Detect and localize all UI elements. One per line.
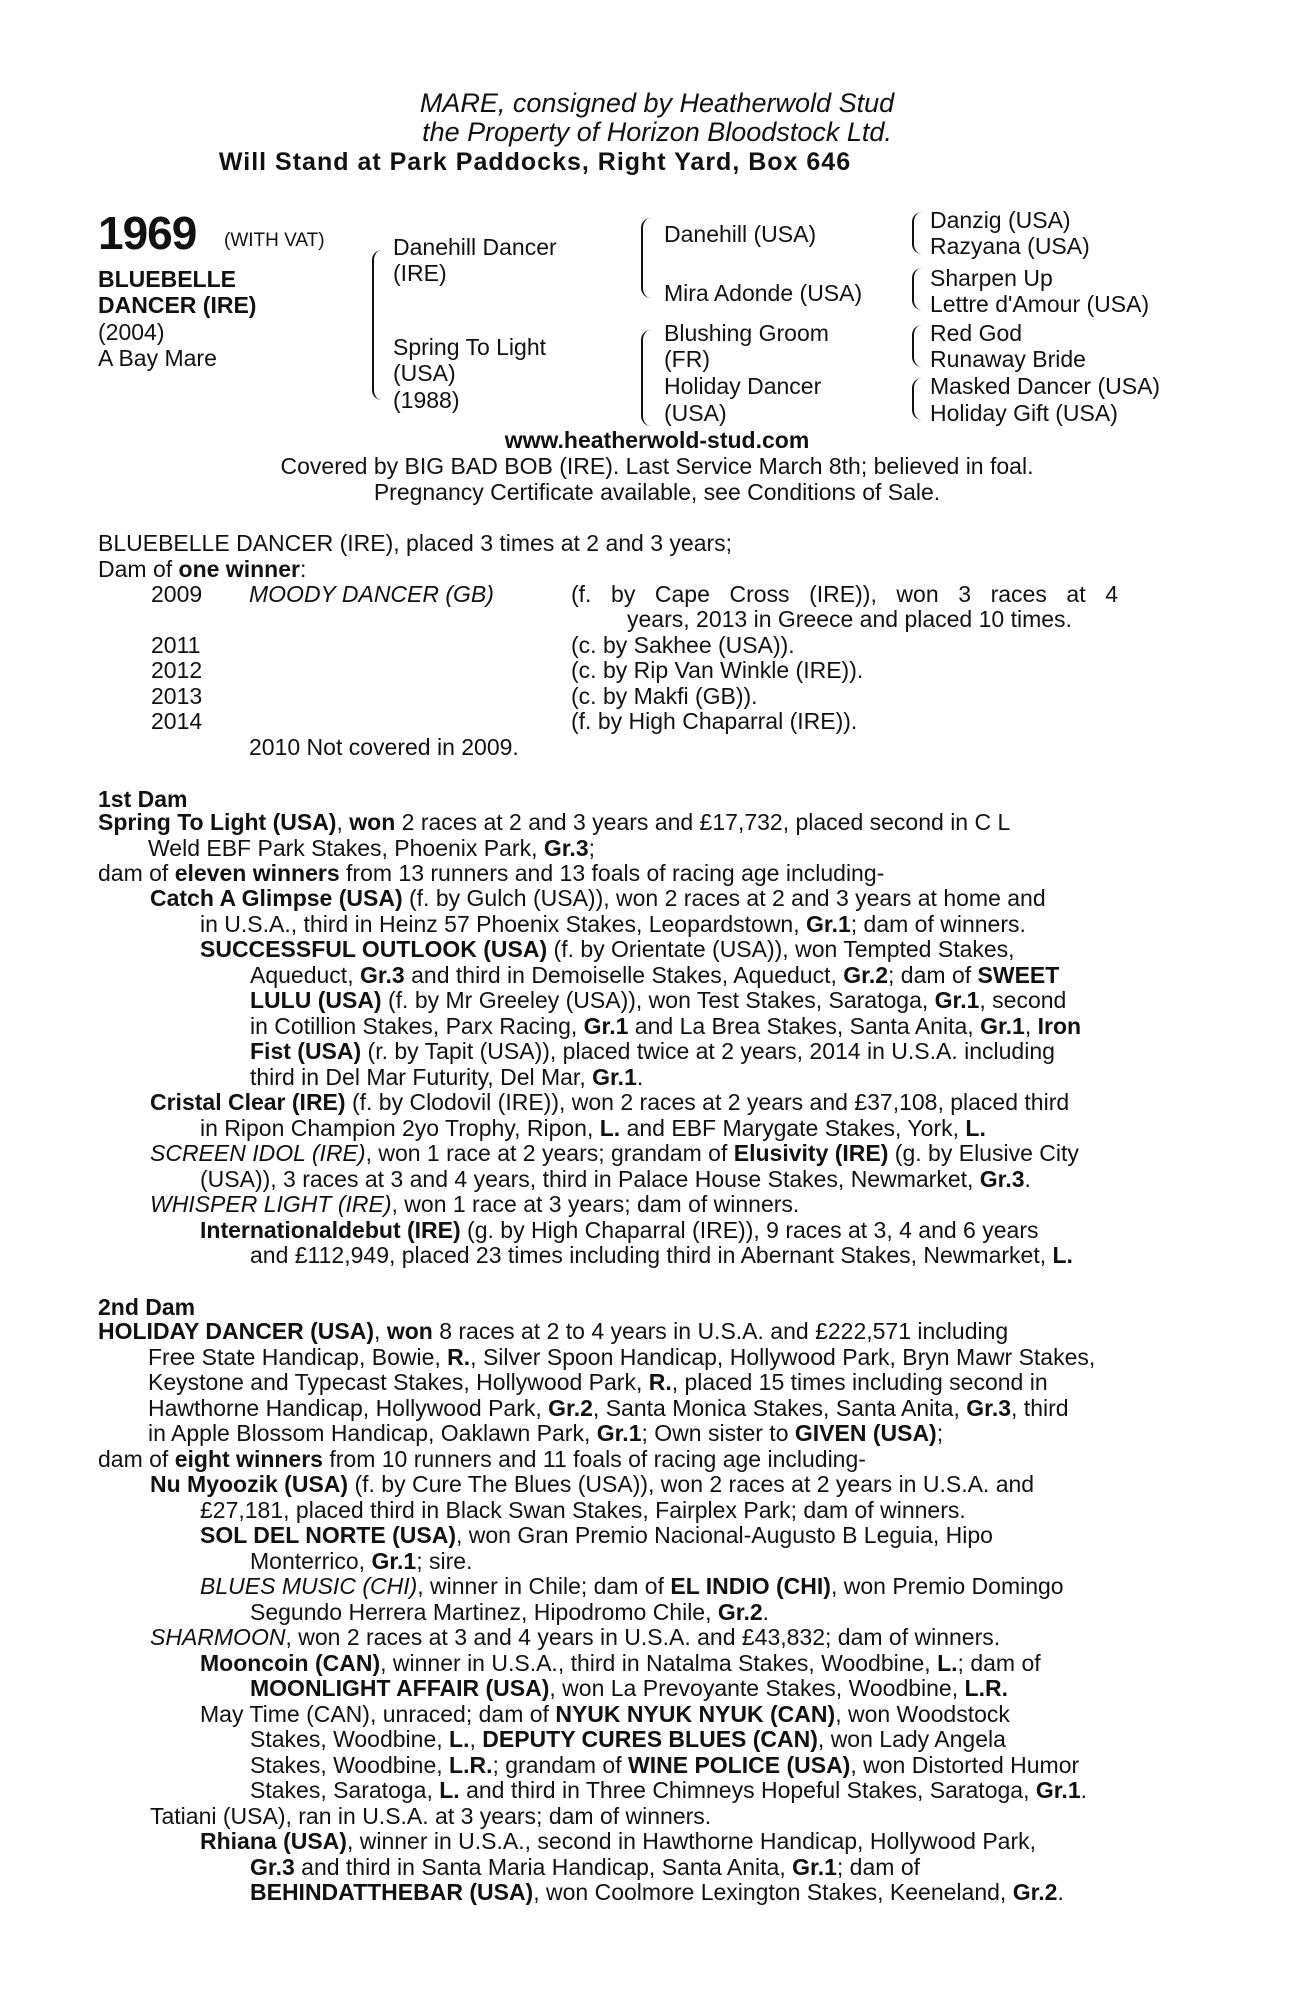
horse-year: (2004) — [98, 319, 165, 345]
ped-ds: Blushing Groom — [664, 320, 829, 346]
ped-sds: Sharpen Up — [930, 265, 1053, 291]
ped-sss: Danzig (USA) — [930, 207, 1071, 233]
produce-detail: (f. by High Chaparral (IRE)). — [571, 708, 858, 734]
horse-name-2: DANCER (IRE) — [98, 292, 257, 318]
produce-note: 2010 Not covered in 2009. — [249, 734, 519, 760]
brace — [912, 212, 922, 254]
ped-sire: Danehill Dancer — [393, 234, 557, 260]
produce-name: MOODY DANCER (GB) — [249, 581, 494, 607]
ped-dam: Spring To Light — [393, 334, 547, 360]
produce-year: 2009 — [151, 581, 203, 607]
brace — [912, 325, 922, 367]
produce-year: 2014 — [151, 708, 203, 734]
horse-name-1: BLUEBELLE — [98, 266, 236, 292]
brace — [641, 330, 651, 426]
website-link[interactable]: www.heatherwold-stud.com — [504, 427, 810, 453]
certificate-note: Pregnancy Certificate available, see Conditions of Sale. — [373, 479, 941, 505]
ped-dam-2: (USA) — [393, 360, 456, 386]
brace — [641, 218, 651, 298]
produce-detail-2: years, 2013 in Greece and placed 10 times. — [627, 606, 1072, 632]
produce-detail: (c. by Rip Van Winkle (IRE)). — [571, 657, 864, 683]
dam2-para: HOLIDAY DANCER (USA), won 8 races at 2 to 4 years in U.S.A. and £222,571 including Free State Handicap, Bowie, R., Silver Spoon Handicap, Hollywood Park, Bryn Mawr Stakes, Keystone and Typecast Stakes, Hollywood Park, R., placed 15 times including second in Hawthorne Handicap, Hollywood Park, Gr.2, Santa Monica Stakes, Santa Anita, Gr.3, third in Apple Blossom Handicap, Oaklawn Park, Gr.1; Own sister to GIVEN (USA); dam of eight winners from 10 runners and 11 foals of racing age including- — [98, 1318, 1096, 1472]
ped-dds: Masked Dancer (USA) — [930, 373, 1161, 399]
ped-dam-3: (1988) — [393, 387, 460, 413]
ped-sire-2: (IRE) — [393, 260, 447, 286]
second-dam-heading: 2nd Dam — [98, 1294, 196, 1320]
header-line-2: the Property of Horizon Bloodstock Ltd. — [422, 117, 892, 147]
ped-dss: Red God — [930, 320, 1023, 346]
produce-detail: (f. by Cape Cross (IRE)), won 3 races at 4 — [571, 581, 1118, 607]
ped-dsd: Runaway Bride — [930, 346, 1086, 372]
produce-year: 2012 — [151, 657, 203, 683]
brace — [912, 268, 922, 310]
ped-dd: Holiday Dancer — [664, 373, 822, 399]
dam2-children: Nu Myoozik (USA) (f. by Cure The Blues (USA)), won 2 races at 2 years in U.S.A. and £27,181, placed third in Black Swan Stakes, Fairplex Park; dam of winners. SOL DEL NORTE (USA), won Gran Premio Nacional-Augusto B Leguia, Hipo Monterrico, Gr.1; sire. BLUES MUSIC (CHI), winner in Chile; dam of EL INDIO (CHI), won Premio Domingo Segundo Herrera Martinez, Hipodromo Chile, Gr.2. SHARMOON, won 2 races at 3 and 4 years in U.S.A. and £43,832; dam of winners. Mooncoin (CAN), winner in U.S.A., third in Natalma Stakes, Woodbine, L.; dam of MOONLIGHT AFFAIR (USA), won La Prevoyante Stakes, Woodbine, L.R. May Time (CAN), unraced; dam of NYUK NYUK NYUK (CAN), won Woodstock Stakes, Woodbine, L., DEPUTY CURES BLUES (CAN), won Lady Angela Stakes, Woodbine, L.R.; grandam of WINE POLICE (USA), won Distorted Humor Stakes, Saratoga, L. and third in Three Chimneys Hopeful Stakes, Saratoga, Gr.1. Tatiani (USA), ran in U.S.A. at 3 years; dam of winners. Rhiana (USA), winner in U.S.A., second in Hawthorne Handicap, Hollywood Park, Gr.3 and third in Santa Maria Handicap, Santa Anita, Gr.1; dam of BEHINDATTHEBAR (USA), won Coolmore Lexington Stakes, Keeneland, Gr.2. — [150, 1471, 1088, 1905]
produce-intro: BLUEBELLE DANCER (IRE), placed 3 times at 2 and 3 years; — [98, 530, 733, 556]
lot-number: 1969 — [98, 207, 197, 259]
ped-dd-2: (USA) — [664, 400, 727, 426]
lot-vat: (WITH VAT) — [224, 230, 325, 251]
produce-dam-of: Dam of one winner: — [98, 556, 307, 582]
ped-ds-2: (FR) — [664, 346, 710, 372]
header-line-3: Will Stand at Park Paddocks, Right Yard, Box 646 — [218, 148, 852, 176]
ped-sdd: Lettre d'Amour (USA) — [930, 291, 1150, 317]
first-dam-heading: 1st Dam — [98, 786, 188, 812]
produce-detail: (c. by Sakhee (USA)). — [571, 632, 795, 658]
header-line-1: MARE, consigned by Heatherwold Stud — [419, 88, 895, 118]
covered-note: Covered by BIG BAD BOB (IRE). Last Service March 8th; believed in foal. — [280, 453, 1034, 479]
ped-sd: Mira Adonde (USA) — [664, 280, 863, 306]
produce-year: 2013 — [151, 683, 203, 709]
ped-ssd: Razyana (USA) — [930, 233, 1090, 259]
horse-desc: A Bay Mare — [98, 345, 217, 371]
dam1-para: Spring To Light (USA), won 2 races at 2 and 3 years and £17,732, placed second in C L Weld EBF Park Stakes, Phoenix Park, Gr.3; dam of eleven winners from 13 runners and 13 foals of racing age including- — [98, 809, 1011, 886]
dam1-children: Catch A Glimpse (USA) (f. by Gulch (USA)), won 2 races at 2 and 3 years at home and in U.S.A., third in Heinz 57 Phoenix Stakes, Leopardstown, Gr.1; dam of winners. SUCCESSFUL OUTLOOK (USA) (f. by Orientate (USA)), won Tempted Stakes, Aqueduct, Gr.3 and third in Demoiselle Stakes, Aqueduct, Gr.2; dam of SWEET LULU (USA) (f. by Mr Greeley (USA)), won Test Stakes, Saratoga, Gr.1, second in Cotillion Stakes, Parx Racing, Gr.1 and La Brea Stakes, Santa Anita, Gr.1, Iron Fist (USA) (r. by Tapit (USA)), placed twice at 2 years, 2014 in U.S.A. including third in Del Mar Futurity, Del Mar, Gr.1. Cristal Clear (IRE) (f. by Clodovil (IRE)), won 2 races at 2 years and £37,108, placed third in Ripon Champion 2yo Trophy, Ripon, L. and EBF Marygate Stakes, York, L. SCREEN IDOL (IRE), won 1 race at 2 years; grandam of Elusivity (IRE) (g. by Elusive City (USA)), 3 races at 3 and 4 years, third in Palace House Stakes, Newmarket, Gr.3. WHISPER LIGHT (IRE), won 1 race at 3 years; dam of winners. Internationaldebut (IRE) (g. by High Chaparral (IRE)), 9 races at 3, 4 and 6 years and £112,949, placed 23 times including third in Abernant Stakes, Newmarket, L. — [150, 885, 1082, 1268]
produce-detail: (c. by Makfi (GB)). — [571, 683, 758, 709]
brace — [372, 250, 384, 400]
ped-ddd: Holiday Gift (USA) — [930, 400, 1118, 426]
ped-ss: Danehill (USA) — [664, 221, 817, 247]
produce-year: 2011 — [151, 632, 201, 658]
brace — [912, 378, 922, 420]
